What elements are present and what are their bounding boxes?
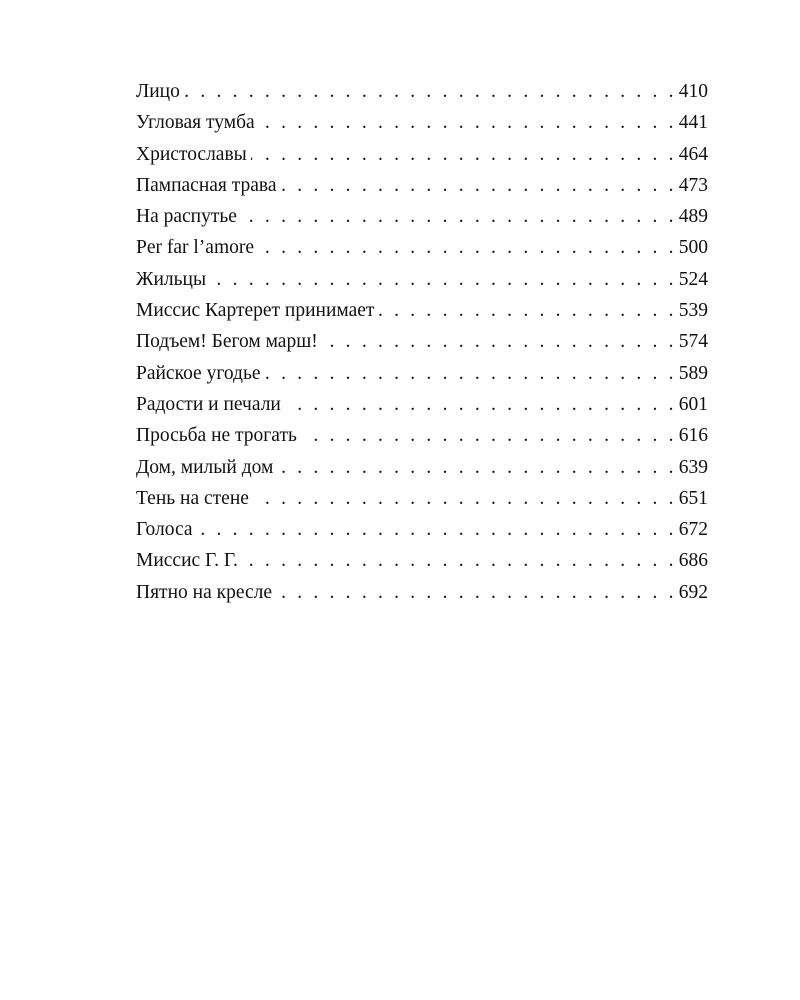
toc-entry <box>136 107 708 138</box>
toc-entry-title: Миссис Г. Г. <box>136 550 238 572</box>
toc-entry <box>136 514 708 545</box>
toc-entry-page: 441 <box>678 112 708 134</box>
toc-dot-leader <box>378 295 676 326</box>
toc-dot-leader <box>322 326 677 357</box>
toc-entry-title: Тень на стене <box>136 487 249 509</box>
toc-entry-page: 574 <box>678 331 708 353</box>
toc-dot-leader <box>258 232 677 263</box>
toc-entry-page: 692 <box>678 581 708 603</box>
toc-entry <box>136 358 708 389</box>
toc-entry <box>136 201 708 232</box>
toc-entry-page: 464 <box>678 143 708 165</box>
toc-entry-title: Дом, милый дом <box>136 456 274 478</box>
toc-entry-title: На распутье <box>136 206 237 228</box>
toc-dot-leader <box>184 76 677 107</box>
toc-entry-title: Голоса <box>136 519 193 541</box>
toc-entry-title: Пампасная трава <box>136 174 277 196</box>
toc-entry-title: Лицо <box>136 81 180 102</box>
toc-entry-page: 524 <box>678 268 708 290</box>
toc-entry-page: 616 <box>678 425 708 447</box>
toc-entry-title: Просьба не трогать <box>136 425 297 447</box>
toc-entry <box>136 452 708 483</box>
toc-entry-page: 651 <box>678 487 708 509</box>
toc-dot-leader <box>281 170 677 201</box>
toc-entry-title: Per far l’amore <box>136 237 255 259</box>
toc-entry-page: 500 <box>678 237 708 259</box>
toc-entry <box>136 420 708 451</box>
toc-dot-leader <box>276 577 677 608</box>
toc-dot-leader <box>301 420 677 451</box>
toc-entry <box>136 264 708 295</box>
toc-dot-leader <box>242 545 677 576</box>
toc-entry <box>136 326 708 357</box>
toc-entry <box>136 139 708 170</box>
toc-dot-leader <box>241 201 677 232</box>
toc-entry <box>136 295 708 326</box>
toc-dot-leader <box>210 264 677 295</box>
toc-entry-title: Радости и печали <box>136 393 281 415</box>
toc-entry-title: Подъем! Бегом марш! <box>136 331 318 353</box>
toc-entry-page: 539 <box>678 300 708 322</box>
toc-entry-title: Жильцы <box>136 268 207 290</box>
toc-dot-leader <box>277 452 676 483</box>
toc-entry-title: Пятно на кресле <box>136 581 273 603</box>
toc-entry-title: Христославы <box>136 143 247 165</box>
toc-entry-page: 410 <box>678 81 708 102</box>
toc-dot-leader <box>265 358 677 389</box>
toc-entry-page: 473 <box>678 174 708 196</box>
toc-entry-title: Миссис Картерет принимает <box>136 300 375 322</box>
toc-entry-title: Угловая тумба <box>136 112 255 134</box>
toc-entry <box>136 577 708 608</box>
toc-entry-title: Райское угодье <box>136 362 261 384</box>
toc-entry-page: 601 <box>678 393 708 415</box>
toc-dot-leader <box>259 107 677 138</box>
toc-entry-page: 589 <box>678 362 708 384</box>
toc-entry <box>136 76 708 107</box>
table-of-contents <box>136 76 708 608</box>
toc-dot-leader <box>253 483 677 514</box>
toc-dot-leader <box>197 514 677 545</box>
toc-dot-leader <box>285 389 677 420</box>
toc-entry-page: 489 <box>678 206 708 228</box>
toc-entry-page: 639 <box>678 456 708 478</box>
toc-entry <box>136 545 708 576</box>
toc-entry-page: 686 <box>678 550 708 572</box>
toc-entry <box>136 389 708 420</box>
toc-entry-page: 672 <box>678 519 708 541</box>
toc-dot-leader <box>251 139 677 170</box>
toc-entry <box>136 483 708 514</box>
toc-entry <box>136 170 708 201</box>
toc-entry <box>136 232 708 263</box>
